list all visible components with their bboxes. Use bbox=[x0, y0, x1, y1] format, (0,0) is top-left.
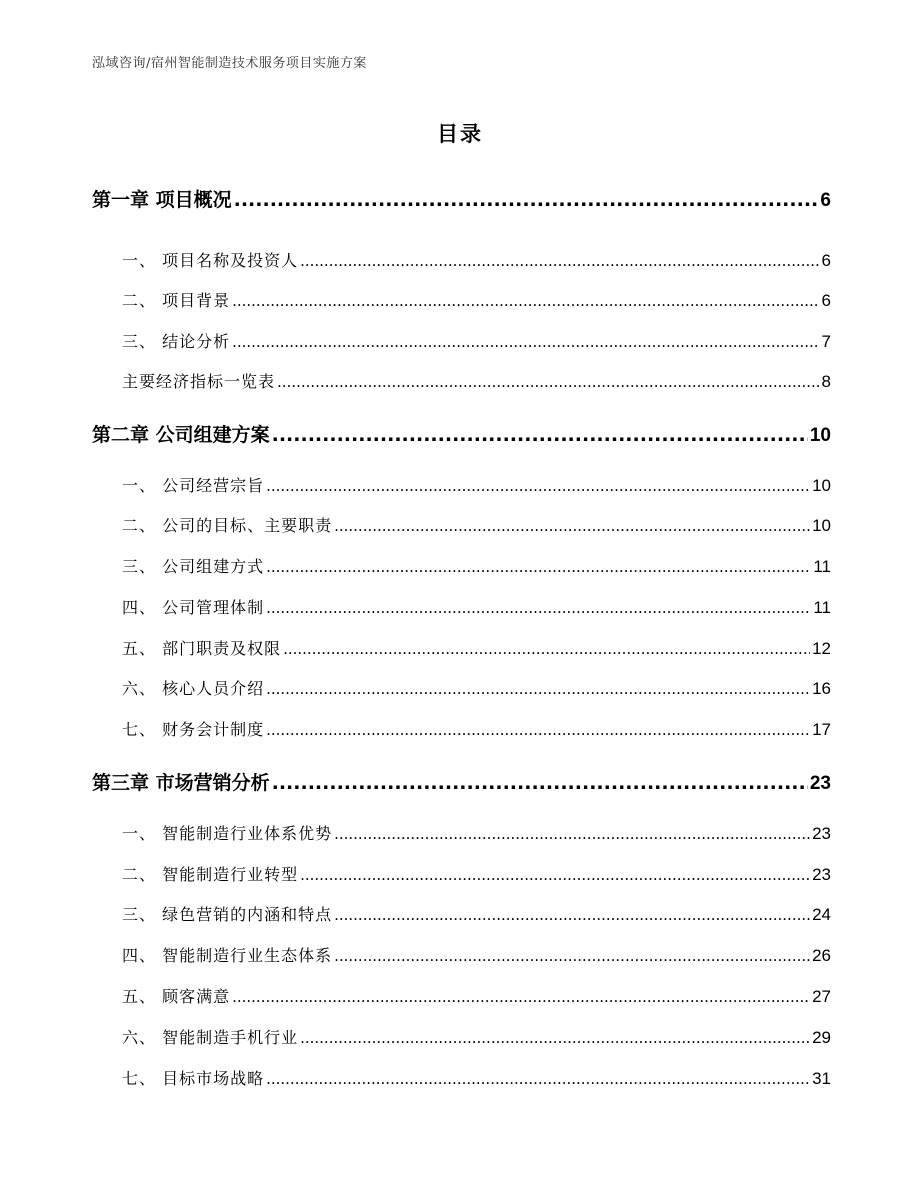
toc-entry-label: 五、 部门职责及权限 bbox=[122, 639, 282, 658]
toc-page-number: 26 bbox=[812, 946, 831, 965]
toc-entry-label: 五、 顾客满意 bbox=[122, 987, 231, 1006]
toc-page-number: 6 bbox=[821, 291, 831, 310]
toc-section[interactable] bbox=[92, 473, 831, 496]
toc-chapter-1[interactable] bbox=[92, 185, 831, 212]
toc-section[interactable] bbox=[92, 862, 831, 885]
dot-leader bbox=[334, 906, 810, 924]
dot-leader bbox=[266, 558, 811, 576]
toc-section[interactable] bbox=[92, 595, 831, 618]
toc-page-number: 10 bbox=[809, 425, 831, 446]
dot-leader bbox=[232, 333, 819, 351]
toc-entry-label: 二、 智能制造行业转型 bbox=[122, 865, 299, 884]
toc-page-number: 7 bbox=[821, 332, 831, 351]
toc-section[interactable] bbox=[92, 1025, 831, 1048]
toc-entry-label: 三、 公司组建方式 bbox=[122, 557, 265, 576]
dot-leader bbox=[272, 424, 808, 446]
dot-leader bbox=[266, 680, 810, 698]
toc-page-number: 6 bbox=[820, 190, 831, 211]
dot-leader bbox=[283, 640, 810, 658]
toc-entry-label: 七、 目标市场战略 bbox=[122, 1069, 265, 1088]
toc-page-number: 24 bbox=[812, 905, 831, 924]
toc-entry-label: 一、 智能制造行业体系优势 bbox=[122, 824, 333, 843]
toc-entry-label: 六、 核心人员介绍 bbox=[122, 679, 265, 698]
toc-page-number: 10 bbox=[812, 516, 831, 535]
dot-leader bbox=[232, 292, 819, 310]
toc-entry-label: 三、 结论分析 bbox=[122, 332, 231, 351]
toc-entry-label: 四、 公司管理体制 bbox=[122, 598, 265, 617]
dot-leader bbox=[334, 947, 810, 965]
toc-section[interactable] bbox=[92, 821, 831, 844]
toc-section[interactable] bbox=[92, 248, 831, 271]
toc-page-number: 27 bbox=[812, 987, 831, 1006]
toc-section[interactable] bbox=[92, 554, 831, 577]
dot-leader bbox=[300, 866, 810, 884]
dot-leader bbox=[232, 988, 810, 1006]
toc-section[interactable] bbox=[92, 984, 831, 1007]
toc-entry-label: 七、 财务会计制度 bbox=[122, 720, 265, 739]
dot-leader bbox=[300, 1029, 810, 1047]
toc-page-number: 6 bbox=[821, 251, 831, 270]
toc-page-number: 8 bbox=[821, 372, 831, 391]
toc-chapter-3[interactable] bbox=[92, 768, 831, 795]
toc-entry-label: 二、 项目背景 bbox=[122, 291, 231, 310]
toc-section[interactable] bbox=[92, 902, 831, 925]
toc-title: 目录 bbox=[437, 122, 483, 146]
toc-page-number: 11 bbox=[813, 557, 831, 576]
toc-section[interactable] bbox=[92, 717, 831, 740]
toc-section[interactable] bbox=[92, 636, 831, 659]
dot-leader bbox=[234, 189, 819, 211]
toc-page-number: 29 bbox=[812, 1028, 831, 1047]
toc-page-number: 10 bbox=[812, 476, 831, 495]
toc-section[interactable] bbox=[92, 943, 831, 966]
dot-leader bbox=[300, 252, 819, 270]
toc-page-number: 23 bbox=[812, 824, 831, 843]
toc-page-number: 17 bbox=[812, 720, 831, 739]
toc-entry-label: 第三章 市场营销分析 bbox=[92, 772, 270, 794]
toc-page-number: 23 bbox=[809, 773, 831, 794]
toc-entry-label: 一、 项目名称及投资人 bbox=[122, 251, 299, 270]
dot-leader bbox=[334, 825, 810, 843]
toc-entry-label: 四、 智能制造行业生态体系 bbox=[122, 946, 333, 965]
dot-leader bbox=[334, 517, 810, 535]
toc-page-number: 31 bbox=[812, 1069, 831, 1088]
toc-page-number: 12 bbox=[812, 639, 831, 658]
toc-page-number: 11 bbox=[813, 598, 831, 617]
toc-entry-label: 一、 公司经营宗旨 bbox=[122, 476, 265, 495]
toc-section[interactable] bbox=[92, 329, 831, 352]
toc-entry-label: 六、 智能制造手机行业 bbox=[122, 1028, 299, 1047]
dot-leader bbox=[266, 599, 811, 617]
toc-section[interactable] bbox=[92, 513, 831, 536]
toc-entry-label: 第一章 项目概况 bbox=[92, 189, 232, 211]
toc-entry-label: 第二章 公司组建方案 bbox=[92, 424, 270, 446]
toc-chapter-2[interactable] bbox=[92, 420, 831, 447]
toc-section[interactable] bbox=[92, 676, 831, 699]
toc-section[interactable] bbox=[92, 369, 831, 392]
dot-leader bbox=[266, 1070, 810, 1088]
dot-leader bbox=[266, 477, 810, 495]
toc-section[interactable] bbox=[92, 1066, 831, 1089]
dot-leader bbox=[272, 772, 808, 794]
toc-entry-label: 主要经济指标一览表 bbox=[122, 372, 276, 391]
running-header: 泓域咨询/宿州智能制造技术服务项目实施方案 bbox=[92, 56, 367, 71]
toc-page-number: 16 bbox=[812, 679, 831, 698]
dot-leader bbox=[266, 721, 810, 739]
toc-page-number: 23 bbox=[812, 865, 831, 884]
dot-leader bbox=[277, 373, 820, 391]
toc-entry-label: 三、 绿色营销的内涵和特点 bbox=[122, 905, 333, 924]
toc-entry-label: 二、 公司的目标、主要职责 bbox=[122, 516, 333, 535]
toc-section[interactable] bbox=[92, 288, 831, 311]
